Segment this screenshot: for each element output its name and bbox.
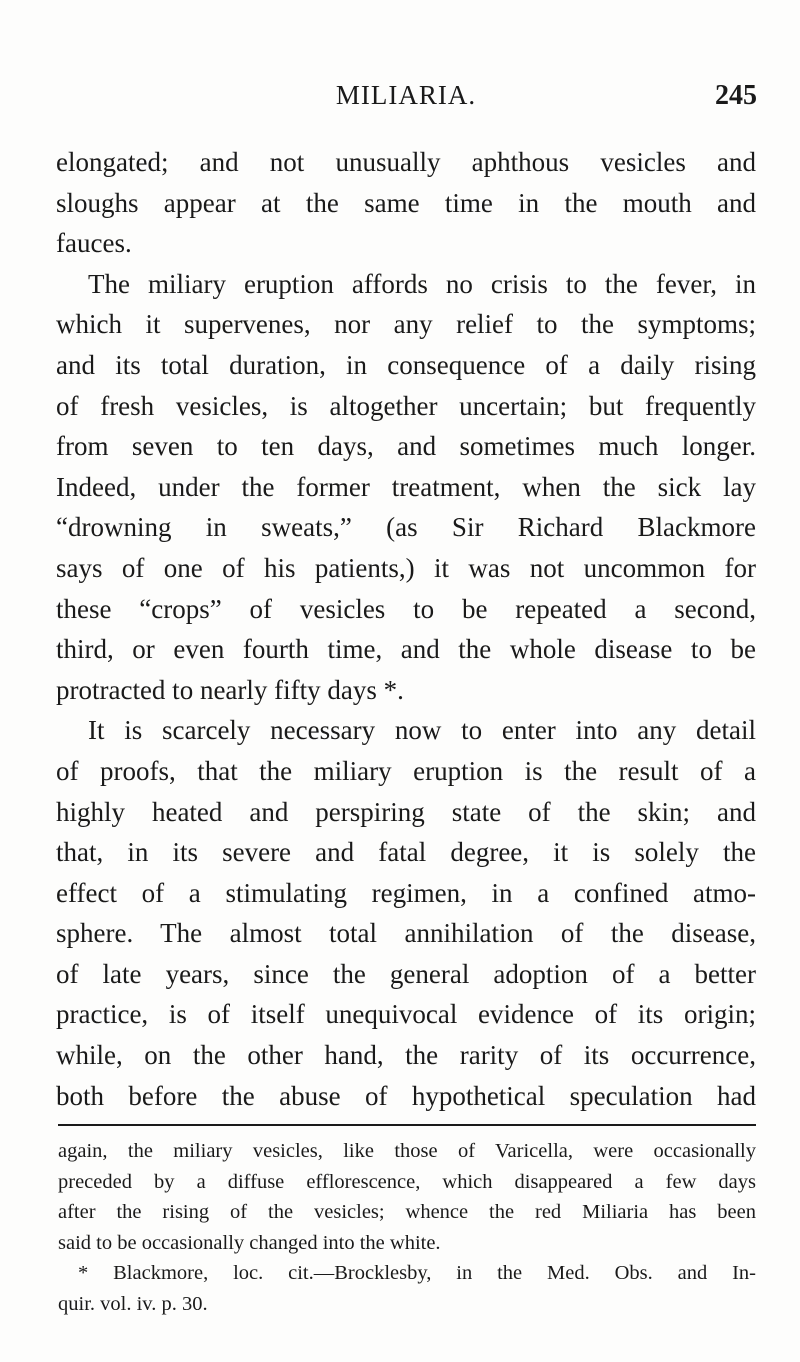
footnote-line: after the rising of the vesicles; whence the red Miliaria has been [58, 1201, 756, 1223]
text-line: of proofs, that the miliary eruption is the result of a [56, 755, 756, 786]
body-text [56, 142, 756, 1116]
text-line: effect of a stimulating regimen, in a confined atmo- [56, 877, 756, 908]
text-line: sphere. The almost total annihilation of the disease, [56, 918, 756, 949]
running-title: MILIARIA. [335, 80, 477, 110]
footnote-line: said to be occasionally changed into the white. [58, 1231, 441, 1254]
footnotes [58, 1136, 756, 1319]
page-number: 245 [715, 80, 757, 111]
text-line: third, or even fourth time, and the whole disease to be [56, 634, 756, 665]
text-line: that, in its severe and fatal degree, it is solely the [56, 837, 756, 868]
text-line: “drowning in sweats,” (as Sir Richard Blackmore [56, 512, 756, 543]
text-line: It is scarcely necessary now to enter into any detail [88, 715, 756, 746]
text-line: while, on the other hand, the rarity of its occurrence, [56, 1040, 756, 1071]
text-line: which it supervenes, nor any relief to the symptoms; [56, 309, 756, 340]
text-line: Indeed, under the former treatment, when the sick lay [56, 471, 756, 502]
running-head [55, 80, 757, 120]
text-line: elongated; and not unusually aphthous vesicles and [56, 147, 756, 177]
text-line: says of one of his patients,) it was not uncommon for [56, 552, 756, 583]
footnote-line: * Blackmore, loc. cit.—Brocklesby, in the Med. Obs. and In- [78, 1262, 756, 1284]
text-line: fauces. [56, 228, 132, 259]
footnote-line: quir. vol. iv. p. 30. [58, 1292, 208, 1315]
footnote-line: again, the miliary vesicles, like those of Varicella, were occasionally [58, 1140, 756, 1162]
text-line: The miliary eruption affords no crisis to the fever, in [88, 268, 756, 299]
footnote-rule [58, 1124, 756, 1126]
text-line: protracted to nearly fifty days *. [56, 674, 404, 705]
text-line: from seven to ten days, and sometimes much longer. [56, 431, 756, 462]
text-line: both before the abuse of hypothetical speculation had [56, 1080, 756, 1111]
text-line: practice, is of itself unequivocal evidence of its origin; [56, 999, 756, 1030]
text-line: of late years, since the general adoption of a better [56, 958, 756, 989]
text-line: highly heated and perspiring state of the skin; and [56, 796, 756, 827]
text-line: and its total duration, in consequence of a daily rising [56, 349, 756, 380]
footnote-line: preceded by a diffuse efflorescence, which disappeared a few days [58, 1170, 756, 1193]
text-line: sloughs appear at the same time in the mouth and [56, 187, 756, 218]
text-line: these “crops” of vesicles to be repeated a second, [56, 593, 756, 624]
text-line: of fresh vesicles, is altogether uncertain; but frequently [56, 390, 756, 421]
